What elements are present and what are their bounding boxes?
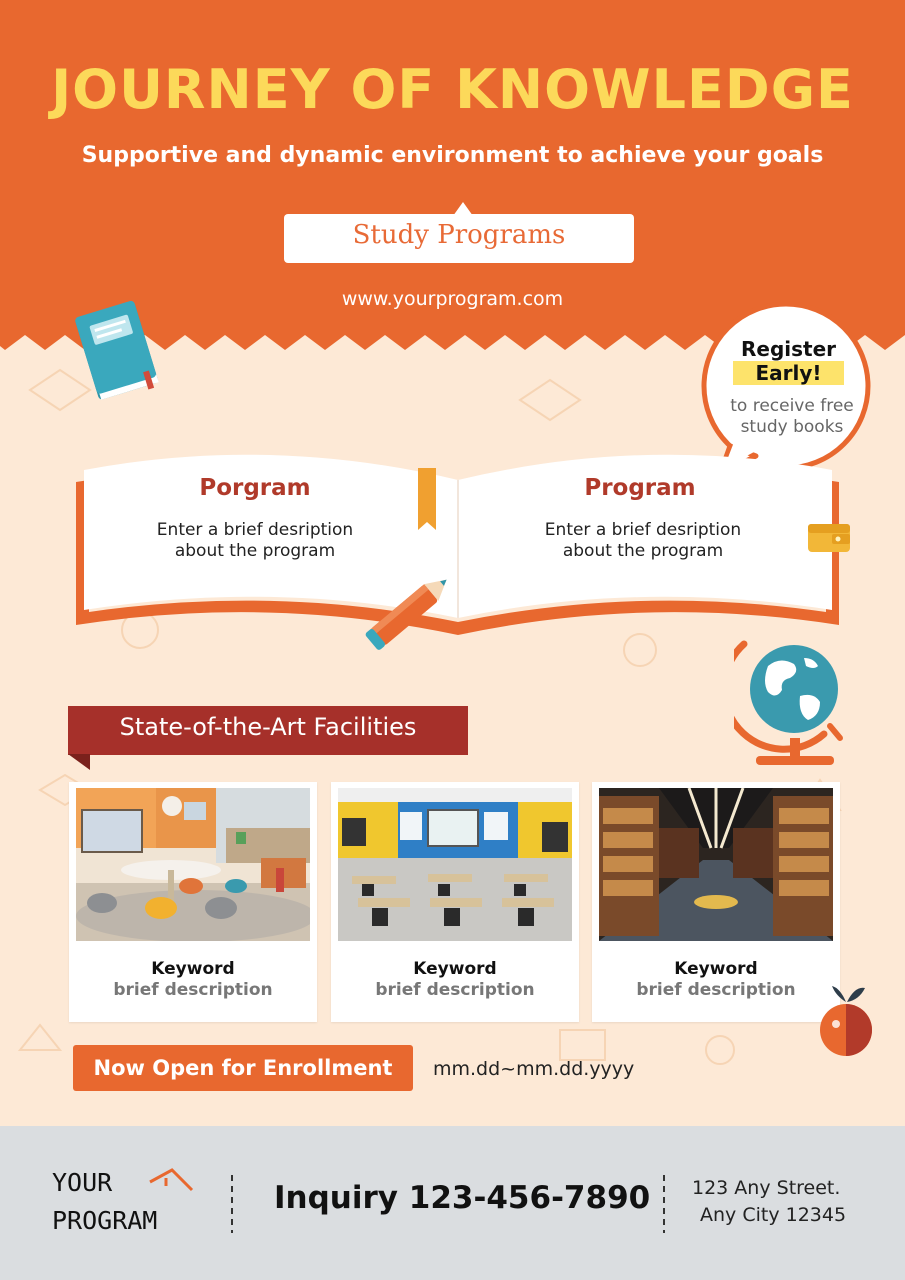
apple-icon: [814, 982, 878, 1060]
facility-desc-1: brief description: [113, 980, 273, 1000]
facility-desc-2: brief description: [375, 980, 535, 1000]
page-subtitle: Supportive and dynamic environment to achieve your goals: [81, 143, 824, 168]
roof-icon: [146, 1164, 196, 1196]
logo-line1: YOUR: [52, 1168, 113, 1197]
program-title-1: Porgram: [199, 475, 311, 501]
logo-line2: PROGRAM: [52, 1206, 158, 1235]
program-title-2: Program: [584, 475, 696, 501]
address-line1: 123 Any Street.: [692, 1177, 841, 1199]
enrollment-button[interactable]: Now Open for Enrollment: [73, 1045, 413, 1091]
facility-keyword-2: Keyword: [413, 959, 497, 979]
pencil-icon: [360, 560, 465, 660]
footer-divider-1: [230, 1175, 234, 1233]
program-desc-1a: Enter a brief desription: [156, 520, 354, 540]
page-title: JOURNEY OF KNOWLEDGE: [51, 58, 854, 121]
inquiry-phone[interactable]: Inquiry 123-456-7890: [274, 1180, 651, 1216]
classroom-desks-photo: [338, 788, 572, 941]
enrollment-dates: mm.dd~mm.dd.yyyy: [433, 1058, 635, 1080]
facility-keyword-1: Keyword: [151, 959, 235, 979]
bubble-register-text: Register: [740, 337, 837, 361]
library-shelves-photo: [599, 788, 833, 941]
program-desc-2a: Enter a brief desription: [544, 520, 742, 540]
globe-icon: [734, 634, 849, 769]
bubble-desc-line2: study books: [740, 417, 844, 437]
book-icon: [65, 288, 175, 408]
bubble-early-text: Early!: [733, 361, 843, 385]
bubble-desc-line1: to receive free: [730, 396, 854, 416]
facility-desc-3: brief description: [636, 980, 796, 1000]
facilities-heading: State-of-the-Art Facilities: [119, 713, 417, 741]
ribbon-tail: [68, 754, 90, 770]
classroom-lounge-photo: [76, 788, 310, 941]
badge-pointer: [453, 200, 473, 216]
website-url[interactable]: www.yourprogram.com: [341, 288, 564, 310]
study-programs-label: Study Programs: [352, 220, 566, 250]
facility-keyword-3: Keyword: [674, 959, 758, 979]
wallet-icon: [806, 520, 852, 556]
program-desc-2b: about the program: [562, 541, 724, 561]
address-line2: Any City 12345: [700, 1204, 847, 1226]
footer-divider-2: [662, 1175, 666, 1233]
program-desc-1b: about the program: [174, 541, 336, 561]
